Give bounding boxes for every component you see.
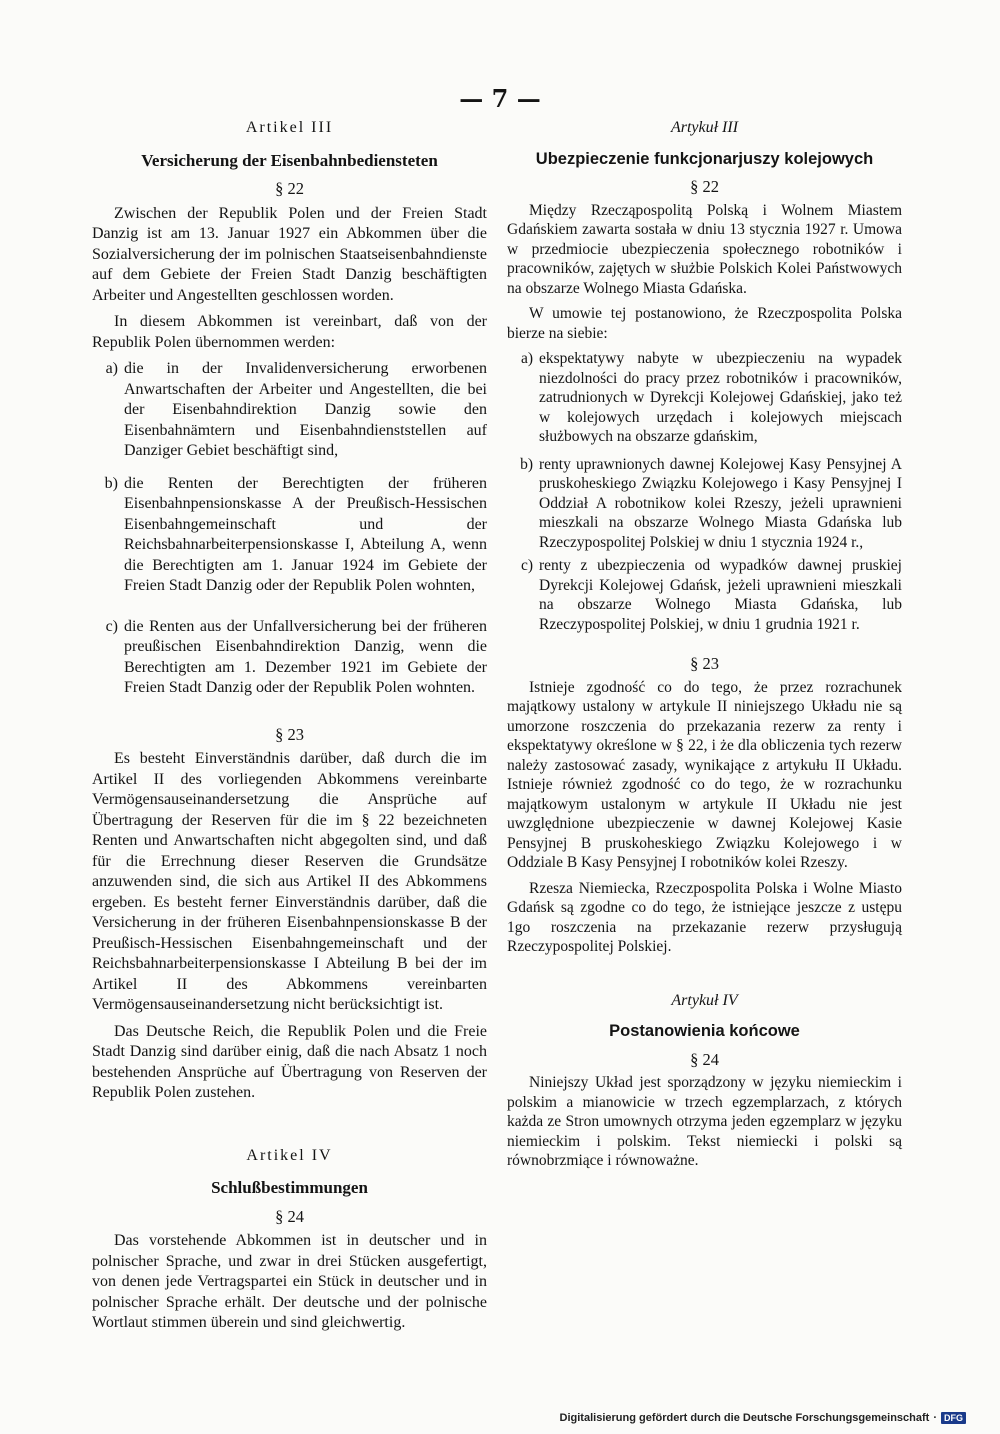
german-list-item-a [92,359,487,462]
list-item-label: b) [104,474,118,492]
polish-section-24-paragraph-1: Niniejszy Układ jest sporządzony w języku niemieckim i polskim a mianowicie w trzech egzemplarzach, z których każda ze Stron umownych otrzyma jeden egzemplarz w języku niemieckim i polskim. Tekst niemiecki i polski są równobrzmiące i równoważne. [507,1074,902,1169]
german-list-item-b [92,474,487,597]
dfg-logo: DFG [941,1412,966,1424]
german-section-23-paragraph-2: Das Deutsche Reich, die Republik Polen und die Freie Stadt Danzig sind darüber einig, daß die nach Absatz 1 noch bestehenden Ansprüche auf Übertragung von Reserven der Republik Polen zustehen. [92,1022,487,1101]
list-item-label: b) [520,455,533,473]
polish-article-3-heading: Ubezpieczenie funkcjonarjuszy kolejowych [535,149,874,168]
german-section-24-paragraph-1: Das vorstehende Abkommen ist in deutscher und in polnischer Sprache, und zwar in drei Stücken ausgefertigt, von denen jede Vertragspartei ein Stück in deutscher und in polnischer Sprache erhält. Der deutsche und der polnische Wortlaut stimmen überein und sind gleichwertig. [92,1232,487,1331]
list-item-text: renty uprawnionych dawnej Kolejowej Kasy Pensyjnej A pruskoheskiego Związku Kolejowego i Kasy Pensyjnej I Oddział A robotnikow kolei Rzeszy, jeżeli uprawnieni mieszkali na obszarze Wolnego Miasta Gdańska lub Rzeczypospolitej Polskiej w dniu 1 stycznia 1924 r., [539,455,902,551]
list-item-label: c) [520,557,533,574]
polish-list-item-a [507,349,902,447]
footer-text: Digitalisierung gefördert durch die Deutsche Forschungsgemeinschaft [559,1412,930,1424]
german-list-item-c [92,617,487,699]
german-section-23-sign: § 23 [275,724,304,744]
list-item-text: die Renten der Berechtigten der früheren Eisenbahnpensionskasse A der Preußisch-Hessischen Eisenbahngemeinschaft und der Reichsbahnarbeiterpensionskasse I, Abteilung A, wenn die Berechtigten am 1. Januar 1924 im Gebiete der Freien Stadt Danzig oder der Republik Polen wohnten, [124,474,487,594]
german-section-22-paragraph-2: In diesem Abkommen ist vereinbart, daß von der Republik Polen übernommen werden: [92,313,487,351]
german-section-22-paragraph-1: Zwischen der Republik Polen und der Freien Stadt Danzig ist am 13. Januar 1927 ein Abkommen über die Sozialversicherung der im polnischen Staatseisenbahndienste auf dem Gebiete der Freien Stadt Danzig beschäftigten Arbeiter und Angestellten geschlossen worden. [92,204,487,304]
polish-list-item-c [507,556,902,634]
german-section-24-sign: § 24 [275,1206,304,1226]
list-item-label: a) [520,350,533,367]
list-item-text: renty z ubezpieczenia od wypadków dawnej pruskiej Dyrekcji Kolejowej Gdańsk, jeżeli uprawnieni mieszkali na obszarze Wolnego Miasta Gdańska, lub Rzeczypospolitej Polskiej, w dniu 1 grudnia 1921 r. [539,557,902,633]
german-column [92,118,487,1340]
polish-section-22-sign: § 22 [690,177,719,196]
german-article-3-title: Artikel III [245,119,334,136]
polish-article-4-heading: Postanowienia końcowe [609,1022,800,1040]
list-item-text: die Renten aus der Unfallversicherung bei der früheren preußischen Eisenbahndirektion Danzig, wenn die Berechtigten am 1. Dezember 1921 im Gebiete der Freien Stadt Danzig oder der Republik Polen wohnten. [124,617,487,696]
polish-column [507,118,902,1177]
list-item-text: die in der Invalidenversicherung erworbenen Anwartschaften der Arbeiter und Angestellten, die bei der Eisenbahndirektion Danzig sowie den Eisenbahnämtern und Eisenbahndienststellen auf Danziger Gebiet beschäftigt sind, [124,360,487,459]
polish-section-22-paragraph-2: W umowie tej postanowiono, że Rzeczpospolita Polska bierze na siebie: [507,305,902,342]
list-item-label: a) [105,360,118,377]
german-article-3-heading: Versicherung der Eisenbahnbediensteten [141,150,438,170]
list-item-label: c) [105,617,118,635]
page-number: — 7 — [459,84,541,113]
german-section-22-sign: § 22 [275,179,304,198]
polish-section-23-sign: § 23 [690,654,719,673]
polish-section-24-sign: § 24 [690,1049,719,1069]
polish-article-3-title: Artykuł III [670,119,739,136]
polish-section-22-paragraph-1: Między Rzecząpospolitą Polską i Wolnem Miastem Gdańskiem zawarta sostała w dniu 13 stycznia 1927 r. Umowa w przedmiocie ubezpieczenia społecznego robotników i pracowników, zajętych w służbie Polskich Kolei Państwowych na obszarze Wolnego Miasta Gdańska. [507,201,902,297]
polish-section-23-paragraph-2: Rzesza Niemiecka, Rzeczpospolita Polska i Wolne Miasto Gdańsk są zgodne co do tego, że istniejące jeszcze z ustępu 1go roszczenia na przekazanie rezerw przysługują Rzeczypospolitej Polskiej. [507,879,902,955]
digitization-footer: Digitalisierung gefördert durch die Deutsche Forschungsgemeinschaft · DFG [560,1412,966,1424]
polish-list-item-b [507,455,902,553]
polish-article-4-title: Artykuł IV [671,991,738,1009]
list-item-text: ekspektatywy nabyte w ubezpieczeniu na wypadek niezdolności do pracy przez robotników i pracowników, zatrudnionych w Dyrekcji Kolejowej Gdańskiej, jako też w kolejowych urzędach i kolejowych miejscach służbowych na obszarze gdańskim, [539,350,902,445]
german-article-4-title: Artikel IV [246,1146,333,1164]
polish-section-23-paragraph-1: Istnieje zgodność co do tego, że przez rozrachunek majątkowy ustalony w artykule II niniejszego Układu nie są umorzone roszczenia do przekazania rezerw za renty i ekspektatywy określone w § 22, i że dla obliczenia tych rezerw należy zastosować zasady, wynikające z artykułu II Układu. Istnieje również zgodność co do tego, że w rozrachunku majątkowym ustalonym w artykule II Układu nie jest uwzględnione ubezpieczenie w dawnej Kolejowej Kasie Pensyjnej B pruskoheskiego Związku Kolejowego i w Oddziale B Kasy Pensyjnej I robotników kolei Rzeszy. [507,678,902,871]
german-section-23-paragraph-1: Es besteht Einverständnis darüber, daß durch die im Artikel II des vorliegenden Abkommens vereinbarte Vermögensauseinandersetzung die Ansprüche auf Übertragung der Reserven für die im § 22 bezeichneten Renten und Anwartschaften nicht abgegolten sind, und daß für die Errechnung dieser Reserven die Grundsätze anzuwenden sind, die sich aus Artikel II des Abkommens ergeben. Es besteht ferner Einverständnis darüber, daß die Versicherung in der früheren Eisenbahnpensionskasse B der Preußisch-Hessischen Eisenbahngemeinschaft und der Reichsbahnarbeiterpensionskasse I Abteilung B bei der im Artikel II des Abkommens vereinbarten Vermögensauseinandersetzung nicht berücksichtigt ist. [92,750,487,1013]
german-article-4-heading: Schlußbestimmungen [211,1178,368,1197]
